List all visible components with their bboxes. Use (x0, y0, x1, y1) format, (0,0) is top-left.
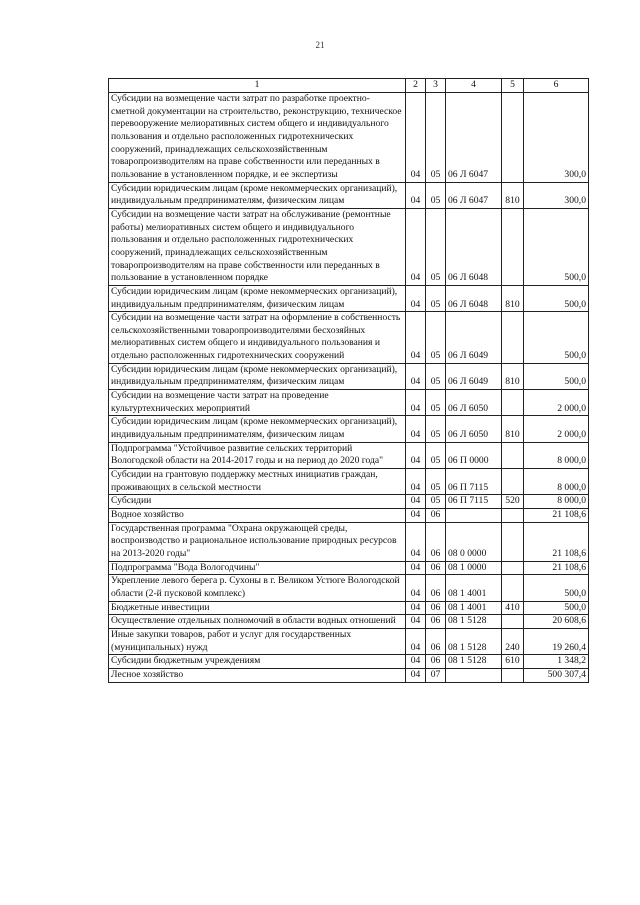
row-expense-type (502, 208, 524, 285)
row-subsection: 05 (426, 285, 446, 311)
row-target-code: 08 1 5128 (446, 615, 502, 629)
row-target-code (446, 668, 502, 682)
table-row (109, 495, 589, 509)
row-section: 04 (406, 495, 426, 509)
row-name: Укрепление левого берега р. Сухоны в г. Великом Устюге Вологодской области (2-й пусковой комплекс) (109, 575, 406, 601)
row-expense-type (502, 575, 524, 601)
row-amount: 1 348,2 (524, 655, 589, 669)
row-section: 04 (406, 561, 426, 575)
row-expense-type: 810 (502, 363, 524, 389)
row-subsection: 06 (426, 601, 446, 615)
column-header-section: 2 (406, 79, 426, 93)
row-subsection: 06 (426, 628, 446, 654)
row-expense-type (502, 561, 524, 575)
row-expense-type: 520 (502, 495, 524, 509)
row-subsection: 05 (426, 390, 446, 416)
column-header-name: 1 (109, 79, 406, 93)
row-expense-type (502, 509, 524, 523)
table-row (109, 208, 589, 285)
column-header-subsection: 3 (426, 79, 446, 93)
row-subsection: 06 (426, 655, 446, 669)
row-section: 04 (406, 363, 426, 389)
row-subsection: 05 (426, 495, 446, 509)
row-target-code: 08 1 5128 (446, 655, 502, 669)
row-name: Субсидии (109, 495, 406, 509)
row-subsection: 05 (426, 416, 446, 442)
table-row (109, 363, 589, 389)
row-amount: 2 000,0 (524, 390, 589, 416)
row-section: 04 (406, 469, 426, 495)
row-target-code: 08 1 0000 (446, 561, 502, 575)
row-expense-type (502, 312, 524, 364)
table-row (109, 615, 589, 629)
row-name: Осуществление отдельных полномочий в области водных отношений (109, 615, 406, 629)
row-expense-type (502, 442, 524, 468)
row-expense-type (502, 615, 524, 629)
row-target-code: 06 Л 6047 (446, 93, 502, 183)
row-target-code: 08 0 0000 (446, 522, 502, 561)
row-subsection: 06 (426, 509, 446, 523)
row-amount: 21 108,6 (524, 522, 589, 561)
row-subsection: 06 (426, 575, 446, 601)
table-row (109, 561, 589, 575)
row-amount: 500,0 (524, 363, 589, 389)
row-name: Субсидии бюджетным учреждениям (109, 655, 406, 669)
row-target-code: 08 1 4001 (446, 575, 502, 601)
table-row (109, 93, 589, 183)
row-target-code: 06 Л 6048 (446, 208, 502, 285)
row-subsection: 06 (426, 522, 446, 561)
row-expense-type (502, 668, 524, 682)
row-section: 04 (406, 522, 426, 561)
row-amount: 21 108,6 (524, 509, 589, 523)
row-amount: 500,0 (524, 312, 589, 364)
table-row (109, 182, 589, 208)
row-amount: 8 000,0 (524, 495, 589, 509)
row-subsection: 05 (426, 182, 446, 208)
row-subsection: 05 (426, 208, 446, 285)
row-section: 04 (406, 601, 426, 615)
row-amount: 21 108,6 (524, 561, 589, 575)
row-target-code: 06 Л 6047 (446, 182, 502, 208)
table-row (109, 575, 589, 601)
row-subsection: 05 (426, 469, 446, 495)
row-name: Субсидии юридическим лицам (кроме некоммерческих организаций), индивидуальным предпринимателям, физическим лицам (109, 416, 406, 442)
row-section: 04 (406, 655, 426, 669)
row-target-code: 06 Л 6050 (446, 416, 502, 442)
row-name: Подпрограмма "Вода Вологодчины" (109, 561, 406, 575)
row-subsection: 07 (426, 668, 446, 682)
row-amount: 2 000,0 (524, 416, 589, 442)
row-subsection: 05 (426, 312, 446, 364)
table-row (109, 312, 589, 364)
row-target-code: 06 П 0000 (446, 442, 502, 468)
table-row (109, 601, 589, 615)
row-name: Лесное хозяйство (109, 668, 406, 682)
row-section: 04 (406, 575, 426, 601)
row-section: 04 (406, 509, 426, 523)
row-name: Субсидии юридическим лицам (кроме некоммерческих организаций), индивидуальным предпринимателям, физическим лицам (109, 285, 406, 311)
row-section: 04 (406, 285, 426, 311)
table-row (109, 509, 589, 523)
column-header-amount: 6 (524, 79, 589, 93)
table-row (109, 469, 589, 495)
table-row (109, 442, 589, 468)
table-header-row (109, 79, 589, 93)
row-section: 04 (406, 182, 426, 208)
row-name: Бюджетные инвестиции (109, 601, 406, 615)
column-header-target-code: 4 (446, 79, 502, 93)
row-amount: 500,0 (524, 208, 589, 285)
row-section: 04 (406, 615, 426, 629)
row-name: Субсидии на возмещение части затрат на проведение культуртехнических мероприятий (109, 390, 406, 416)
row-amount: 8 000,0 (524, 442, 589, 468)
row-name: Субсидии юридическим лицам (кроме некоммерческих организаций), индивидуальным предпринимателям, физическим лицам (109, 182, 406, 208)
row-target-code (446, 509, 502, 523)
row-expense-type: 610 (502, 655, 524, 669)
row-expense-type (502, 390, 524, 416)
row-target-code: 06 П 7115 (446, 495, 502, 509)
row-amount: 500,0 (524, 285, 589, 311)
row-name: Водное хозяйство (109, 509, 406, 523)
row-subsection: 05 (426, 442, 446, 468)
row-amount: 500,0 (524, 575, 589, 601)
row-amount: 20 608,6 (524, 615, 589, 629)
row-name: Субсидии юридическим лицам (кроме некоммерческих организаций), индивидуальным предпринимателям, физическим лицам (109, 363, 406, 389)
table-row (109, 668, 589, 682)
row-target-code: 06 Л 6048 (446, 285, 502, 311)
row-section: 04 (406, 93, 426, 183)
row-section: 04 (406, 390, 426, 416)
row-target-code: 08 1 5128 (446, 628, 502, 654)
row-expense-type (502, 522, 524, 561)
row-subsection: 05 (426, 93, 446, 183)
row-target-code: 06 П 7115 (446, 469, 502, 495)
row-name: Субсидии на грантовую поддержку местных инициатив граждан, проживающих в сельской местности (109, 469, 406, 495)
row-name: Государственная программа "Охрана окружающей среды, воспроизводство и рациональное использование природных ресурсов на 2013-2020 годы" (109, 522, 406, 561)
row-amount: 300,0 (524, 93, 589, 183)
table-row (109, 416, 589, 442)
row-section: 04 (406, 416, 426, 442)
row-subsection: 05 (426, 363, 446, 389)
row-amount: 19 260,4 (524, 628, 589, 654)
row-expense-type: 240 (502, 628, 524, 654)
row-target-code: 06 Л 6050 (446, 390, 502, 416)
row-expense-type: 810 (502, 416, 524, 442)
table-body (109, 93, 589, 683)
row-section: 04 (406, 628, 426, 654)
row-section: 04 (406, 668, 426, 682)
column-header-expense-type: 5 (502, 79, 524, 93)
row-name: Подпрограмма "Устойчивое развитие сельских территорий Вологодской области на 2014-2017 годы и на период до 2020 года" (109, 442, 406, 468)
row-target-code: 06 Л 6049 (446, 312, 502, 364)
row-target-code: 06 Л 6049 (446, 363, 502, 389)
row-amount: 500,0 (524, 601, 589, 615)
row-subsection: 06 (426, 561, 446, 575)
row-expense-type: 810 (502, 182, 524, 208)
row-amount: 500 307,4 (524, 668, 589, 682)
table-row (109, 655, 589, 669)
row-name: Субсидии на возмещение части затрат по разработке проектно-сметной документации на строительство, реконструкцию, техническое перевооружение мелиоративных систем общего и индивидуального пользования и отдельно расположенных гидротехнических сооружений, принадлежащих сельскохозяйственным товаропроизводителям на праве собственности или переданных в пользование в установленном порядке, и ее экспертизы (109, 93, 406, 183)
row-amount: 300,0 (524, 182, 589, 208)
row-name: Субсидии на возмещение части затрат на обслуживание (ремонтные работы) мелиоративных систем общего и индивидуального пользования и отдельно расположенных гидротехнических сооружений, принадлежащих сельскохозяйственным товаропроизводителям на праве собственности или переданных в пользование в установленном порядке (109, 208, 406, 285)
row-section: 04 (406, 442, 426, 468)
row-expense-type: 810 (502, 285, 524, 311)
row-subsection: 06 (426, 615, 446, 629)
row-name: Иные закупки товаров, работ и услуг для государственных (муниципальных) нужд (109, 628, 406, 654)
table-row (109, 390, 589, 416)
row-section: 04 (406, 312, 426, 364)
table-row (109, 628, 589, 654)
row-amount: 8 000,0 (524, 469, 589, 495)
budget-table (108, 78, 589, 683)
table-row (109, 522, 589, 561)
row-target-code: 08 1 4001 (446, 601, 502, 615)
page-number: 21 (315, 40, 325, 50)
row-name: Субсидии на возмещение части затрат на оформление в собственность сельскохозяйственными товаропроизводителями бесхозяйных мелиоративных систем общего и индивидуального пользования и отдельно расположенных гидротехнических сооружений (109, 312, 406, 364)
row-section: 04 (406, 208, 426, 285)
table-row (109, 285, 589, 311)
row-expense-type (502, 93, 524, 183)
row-expense-type (502, 469, 524, 495)
row-expense-type: 410 (502, 601, 524, 615)
